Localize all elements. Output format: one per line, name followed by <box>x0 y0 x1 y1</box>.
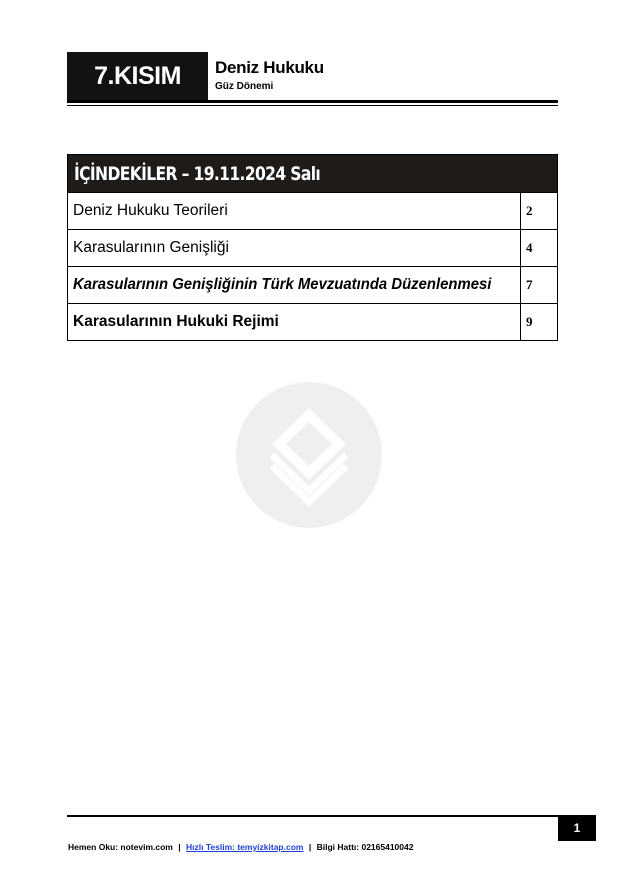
footer-info <box>68 842 413 852</box>
footer-separator: | <box>178 842 181 852</box>
toc-row[interactable] <box>68 303 557 340</box>
footer-delivery-link[interactable]: Hızlı Teslim: temyizkitap.com <box>186 842 304 852</box>
toc-row[interactable] <box>68 229 557 266</box>
header-rule-thin <box>67 105 558 106</box>
footer-hotline-label: Bilgi Hattı: 02165410042 <box>316 842 414 852</box>
footer-read-label: Hemen Oku: notevim.com <box>68 842 173 852</box>
toc-item-title[interactable]: Karasularının Genişliği <box>68 230 521 266</box>
table-of-contents <box>67 154 558 341</box>
toc-item-title[interactable]: Karasularının Hukuki Rejimi <box>68 304 521 340</box>
toc-item-page: 2 <box>526 203 533 218</box>
toc-item-title[interactable]: Deniz Hukuku Teorileri <box>68 193 521 229</box>
toc-row[interactable] <box>68 266 557 303</box>
footer-rule <box>67 815 595 817</box>
header-rule-thick <box>67 100 558 103</box>
toc-item-page: 7 <box>526 277 533 292</box>
chapter-label: 7.KISIM <box>67 52 208 101</box>
course-term: Güz Dönemi <box>215 81 274 92</box>
layered-pages-icon <box>236 382 382 528</box>
footer-separator: | <box>308 842 312 852</box>
toc-item-title-text: Karasularının Genişliğinin Türk Mevzuatında Düzenlenmesi <box>73 276 492 293</box>
toc-heading-text: İÇİNDEKİLER – 19.11.2024 Salı <box>74 162 321 185</box>
toc-item-page: 4 <box>526 240 533 255</box>
toc-item-page: 9 <box>526 314 533 329</box>
toc-heading <box>68 155 557 192</box>
page-number: 1 <box>558 815 596 841</box>
toc-row[interactable] <box>68 192 557 229</box>
toc-item-title[interactable] <box>68 267 521 303</box>
course-title: Deniz Hukuku <box>215 58 324 77</box>
